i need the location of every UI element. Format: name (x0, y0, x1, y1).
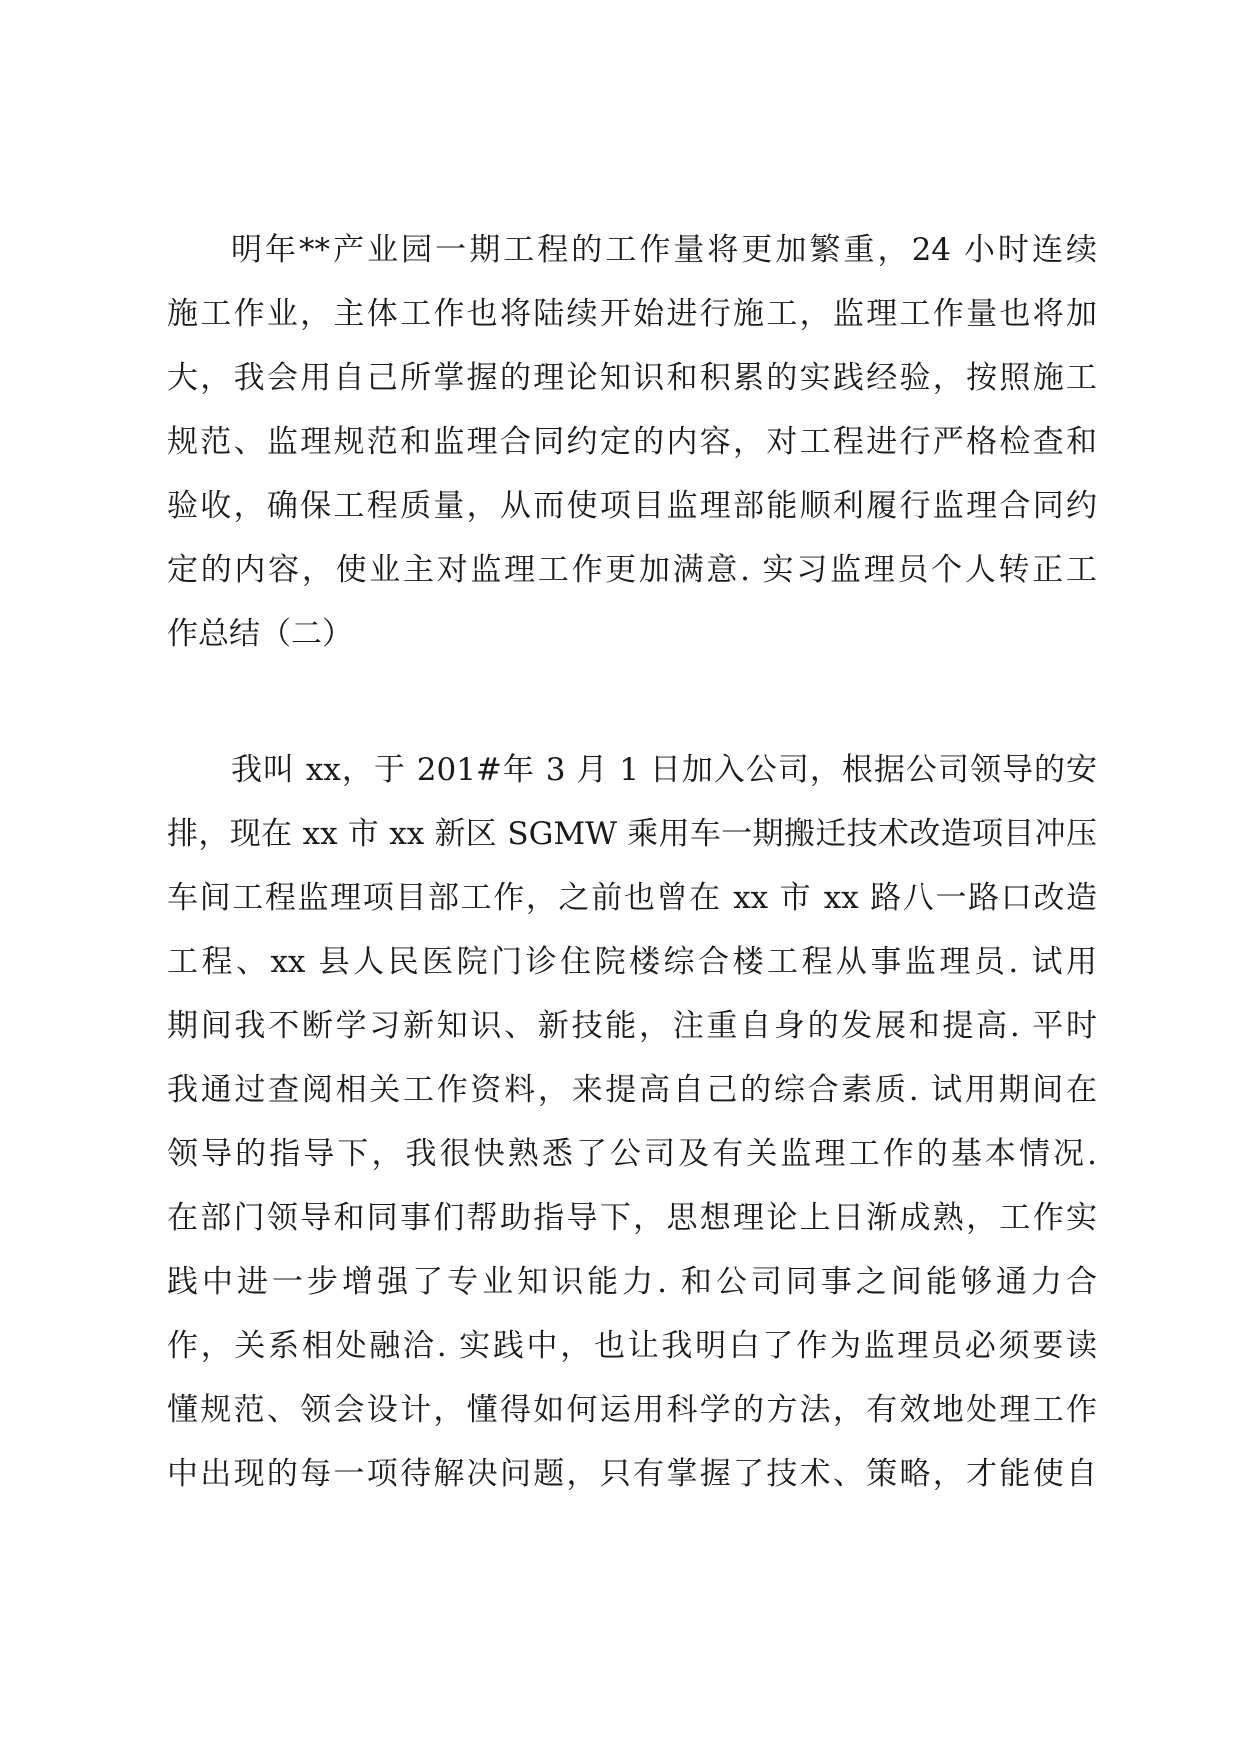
paragraph-work-plan (167, 218, 1097, 666)
text-line: 作，关系相处融洽. 实践中，也让我明白了作为监理员必须要读 (167, 1328, 1097, 1364)
text-line: 在部门领导和同事们帮助指导下，思想理论上日渐成熟，工作实 (167, 1200, 1097, 1236)
text-line: 规范、监理规范和监理合同约定的内容，对工程进行严格检查和 (167, 424, 1097, 460)
text-line: 施工作业，主体工作也将陆续开始进行施工，监理工作量也将加 (167, 296, 1097, 332)
text-line: 践中进一步增强了专业知识能力. 和公司同事之间能够通力合 (167, 1264, 1097, 1300)
text-line: 明年**产业园一期工程的工作量将更加繁重，24 小时连续 (231, 232, 1097, 268)
text-line: 车间工程监理项目部工作，之前也曾在 xx 市 xx 路八一路口改造 (167, 880, 1097, 916)
text-line: 验收，确保工程质量，从而使项目监理部能顺利履行监理合同约 (167, 488, 1097, 524)
text-line: 作总结（二） (167, 616, 353, 652)
text-line: 懂规范、领会设计，懂得如何运用科学的方法，有效地处理工作 (167, 1392, 1097, 1428)
text-line: 我通过查阅相关工作资料，来提高自己的综合素质. 试用期间在 (167, 1072, 1097, 1108)
text-line: 中出现的每一项待解决问题，只有掌握了技术、策略，才能使自 (167, 1456, 1097, 1492)
text-line: 定的内容，使业主对监理工作更加满意. 实习监理员个人转正工 (167, 552, 1097, 588)
text-line: 领导的指导下，我很快熟悉了公司及有关监理工作的基本情况. (167, 1136, 1097, 1172)
paragraph-self-introduction (167, 738, 1097, 1506)
text-line: 大，我会用自己所掌握的理论知识和积累的实践经验，按照施工 (167, 360, 1097, 396)
text-line: 排，现在 xx 市 xx 新区 SGMW 乘用车一期搬迁技术改造项目冲压 (167, 816, 1097, 852)
text-line: 期间我不断学习新知识、新技能，注重自身的发展和提高. 平时 (167, 1008, 1097, 1044)
text-line: 我叫 xx，于 201#年 3 月 1 日加入公司，根据公司领导的安 (231, 752, 1097, 788)
text-line: 工程、xx 县人民医院门诊住院楼综合楼工程从事监理员. 试用 (167, 944, 1097, 980)
